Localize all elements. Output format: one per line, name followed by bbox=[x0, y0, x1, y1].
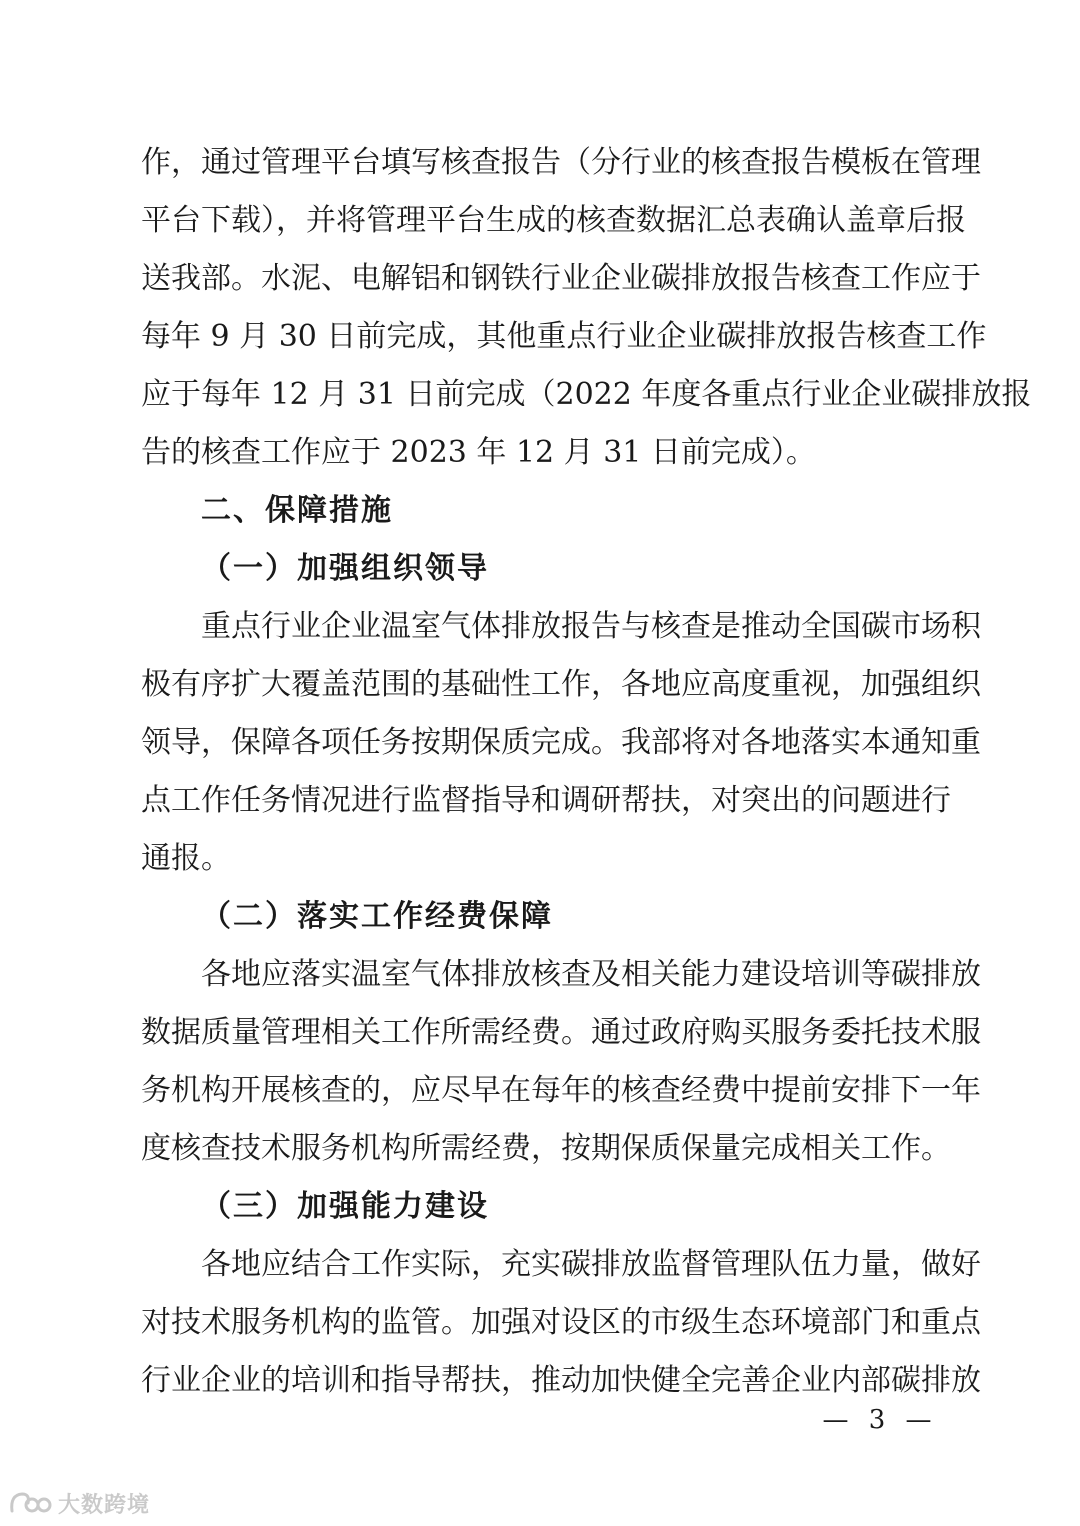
subsection-2-line-3: 务机构开展核查的，应尽早在每年的核查经费中提前安排下一年 bbox=[141, 1073, 981, 1108]
body-line-2: 平台下载），并将管理平台生成的核查数据汇总表确认盖章后报 bbox=[141, 203, 966, 238]
body-line-3: 送我部。水泥、电解铝和钢铁行业企业碳排放报告核查工作应于 bbox=[141, 261, 981, 296]
subsection-3-line-2: 对技术服务机构的监管。加强对设区的市级生态环境部门和重点 bbox=[141, 1305, 981, 1340]
subsection-2-line-2: 数据质量管理相关工作所需经费。通过政府购买服务委托技术服 bbox=[141, 1015, 981, 1050]
subsection-2-line-4: 度核查技术服务机构所需经费，按期保质保量完成相关工作。 bbox=[141, 1131, 951, 1166]
watermark bbox=[8, 1488, 150, 1518]
body-line-4: 每年 9 月 30 日前完成，其他重点行业企业碳排放报告核查工作 bbox=[141, 319, 987, 354]
watermark-logo-icon bbox=[8, 1489, 52, 1517]
body-line-6: 告的核查工作应于 2023 年 12 月 31 日前完成）。 bbox=[141, 435, 816, 470]
subsection-1-line-5: 通报。 bbox=[141, 841, 231, 876]
subsection-2-line-1: 各地应落实温室气体排放核查及相关能力建设培训等碳排放 bbox=[201, 957, 981, 992]
subsection-1-heading: （一）加强组织领导 bbox=[201, 551, 489, 586]
subsection-1-line-2: 极有序扩大覆盖范围的基础性工作，各地应高度重视，加强组织 bbox=[141, 667, 981, 702]
subsection-1-line-1: 重点行业企业温室气体排放报告与核查是推动全国碳市场积 bbox=[201, 609, 981, 644]
subsection-2-heading: （二）落实工作经费保障 bbox=[201, 899, 553, 934]
subsection-3-heading: （三）加强能力建设 bbox=[201, 1189, 489, 1224]
document-body bbox=[141, 134, 1032, 1410]
watermark-text: 大数跨境 bbox=[58, 1492, 151, 1518]
page-number: — 3 — bbox=[822, 1405, 938, 1435]
subsection-1-line-3: 领导，保障各项任务按期保质完成。我部将对各地落实本通知重 bbox=[141, 725, 981, 760]
subsection-1-line-4: 点工作任务情况进行监督指导和调研帮扶，对突出的问题进行 bbox=[141, 783, 951, 818]
subsection-3-line-3: 行业企业的培训和指导帮扶，推动加快健全完善企业内部碳排放 bbox=[141, 1363, 981, 1398]
subsection-3-line-1: 各地应结合工作实际，充实碳排放监督管理队伍力量，做好 bbox=[201, 1247, 981, 1282]
body-line-1: 作，通过管理平台填写核查报告（分行业的核查报告模板在管理 bbox=[141, 145, 981, 180]
body-line-5: 应于每年 12 月 31 日前完成（2022 年度各重点行业企业碳排放报 bbox=[141, 377, 1032, 412]
section-heading: 二、保障措施 bbox=[201, 493, 393, 528]
